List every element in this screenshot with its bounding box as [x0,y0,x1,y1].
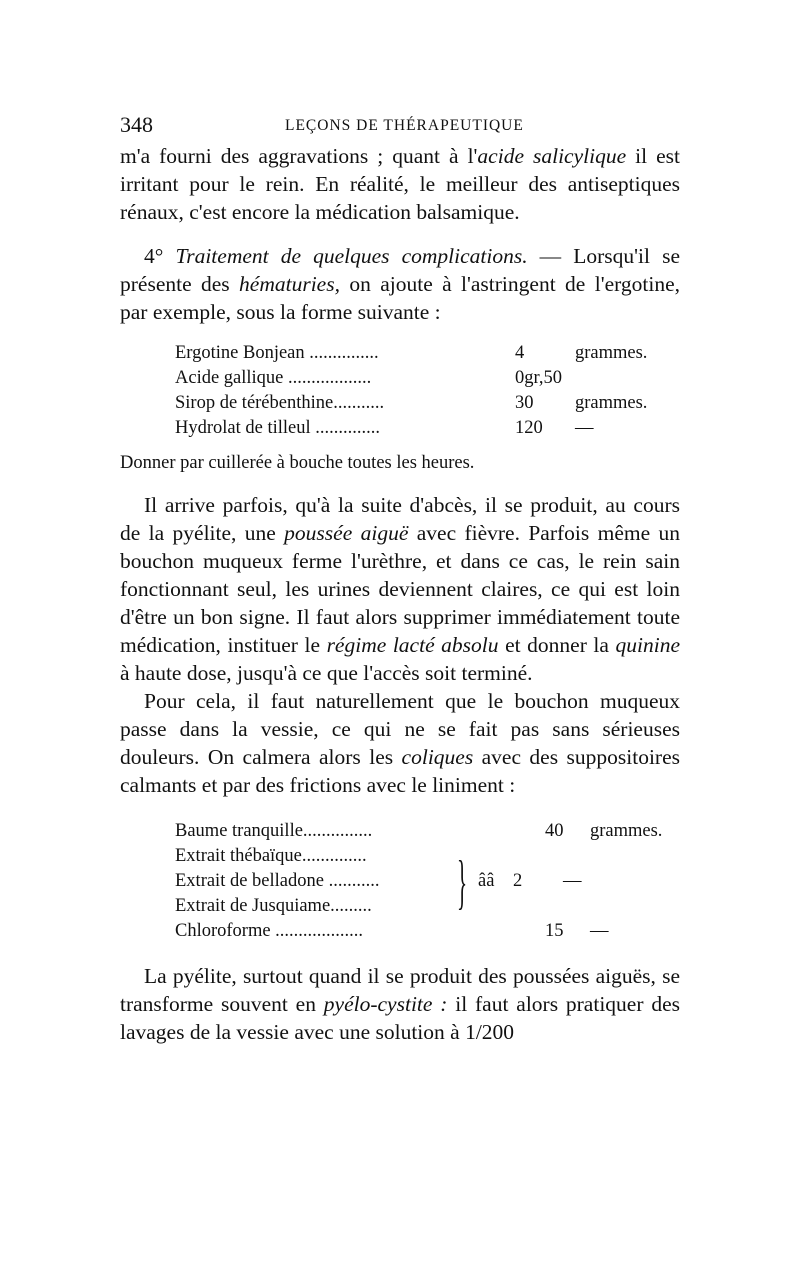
book-page [120,112,680,1046]
prescription-ergotine [175,341,680,441]
prescription-line: Chloroforme ................... 15 — [175,921,609,941]
page-header [120,112,680,142]
prescription-line: Baume tranquille............... 40 grammes. [175,821,663,841]
prescription-line: Acide gallique .................. 0gr,50 [175,368,563,388]
prescription-liniment [175,819,680,944]
prescription-line: Hydrolat de tilleul .............. 120 — [175,418,594,438]
right-brace-icon: } [457,849,468,915]
paragraph-3: Il arrive parfois, qu'à la suite d'abcès, il se produit, au cours de la pyélite, une poussée aiguë avec fièvre. Parfois même un bouchon muqueux ferme l'urèthre, et dans ce cas, le rein sain fonctionnant seul, les urines deviennent claires, ce qui est loin d'être un bon signe. Il faut alors supprimer immédiatement toute médication, instituer le régime lacté absolu et donner la quinine à haute dose, jusqu'à ce que l'accès soit terminé. [120,493,680,685]
prescription-line: Sirop de térébenthine........... 30 grammes. [175,393,648,413]
prescription-note: Donner par cuillerée à bouche toutes les heures. [120,453,475,473]
paragraph-2: 4° Traitement de quelques complications. — Lorsqu'il se présente des hématuries, on ajoute à l'astringent de l'ergotine, par exemple, sous la forme suivante : [120,244,680,324]
paragraph-4: Pour cela, il faut naturellement que le bouchon muqueux passe dans la vessie, ce qui ne se fait pas sans sérieuses douleurs. On calmera alors les coliques avec des suppositoires calmants et par des frictions avec le liniment : [120,689,680,797]
ana-abbreviation: ââ [478,871,495,891]
page-number: 348 [120,112,153,137]
prescription-group: Extrait thébaïque.............. Extrait de belladone ........... Extrait de Jusquiame......... } ââ 2 — [175,846,582,916]
running-title: LEÇONS DE THÉRAPEUTIQUE [285,117,524,134]
paragraph-5: La pyélite, surtout quand il se produit des poussées aiguës, se transforme souvent en pyélo-cystite : il faut alors pratiquer des lavages de la vessie avec une solution à 1/200 [120,964,680,1044]
prescription-line: Ergotine Bonjean ............... 4 grammes. [175,343,648,363]
paragraph-1: m'a fourni des aggravations ; quant à l'acide salicylique il est irritant pour le rein. En réalité, le meilleur des antiseptiques rénaux, c'est encore la médication balsamique. [120,144,680,224]
